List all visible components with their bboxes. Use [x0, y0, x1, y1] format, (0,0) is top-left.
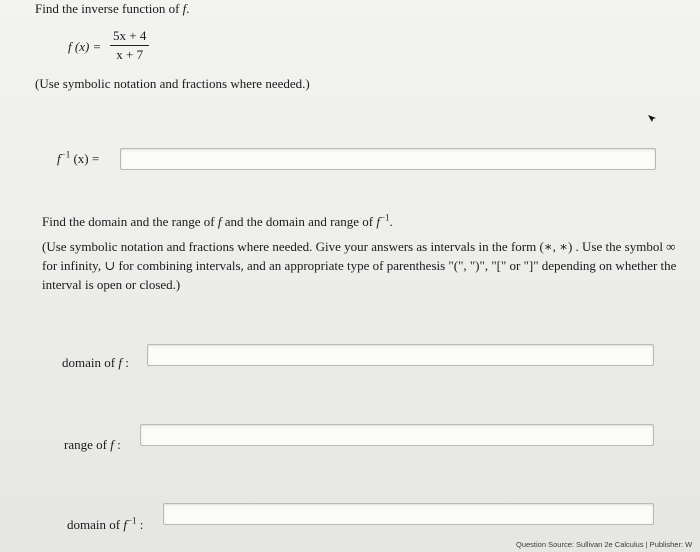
question-prompt: Find the inverse function of f.: [35, 1, 190, 16]
fraction-bar: [110, 45, 149, 46]
fraction-numerator: 5x + 4: [113, 28, 147, 43]
function-definition-lhs: f (x) =: [68, 39, 102, 54]
range-f-input[interactable]: [140, 424, 654, 446]
domain-finv-label: domain of $f^{-1}$ :: [67, 515, 144, 532]
inverse-function-input[interactable]: [120, 148, 656, 170]
range-f-label: range of f :: [64, 437, 121, 452]
question-source: Question Source: Sullivan 2e Calculus | Publisher: W: [516, 540, 693, 549]
domain-finv-input[interactable]: [163, 503, 654, 525]
pointer-cursor-icon: [646, 112, 658, 124]
notation-note: (Use symbolic notation and fractions where needed.): [35, 76, 310, 91]
domain-range-prompt: Find the domain and the range of f and the domain and range of $f^{-1}$.: [42, 212, 393, 229]
function-fraction: [110, 28, 149, 63]
domain-f-input[interactable]: [147, 344, 654, 366]
fraction-denominator: x + 7: [116, 47, 144, 62]
inverse-label: $f^{-1}$ (x) =: [57, 149, 100, 166]
domain-f-label: domain of f :: [62, 355, 129, 370]
interval-instructions: (Use symbolic notation and fractions where needed. Give your answers as intervals in the form (∗, ∗) . Use the symbol ∞ for infinity, ∪ for combining intervals, and an appropriate type of parenthesis "(", ")", "[" or "]" depending on whether the interval is open or closed.): [42, 239, 677, 292]
